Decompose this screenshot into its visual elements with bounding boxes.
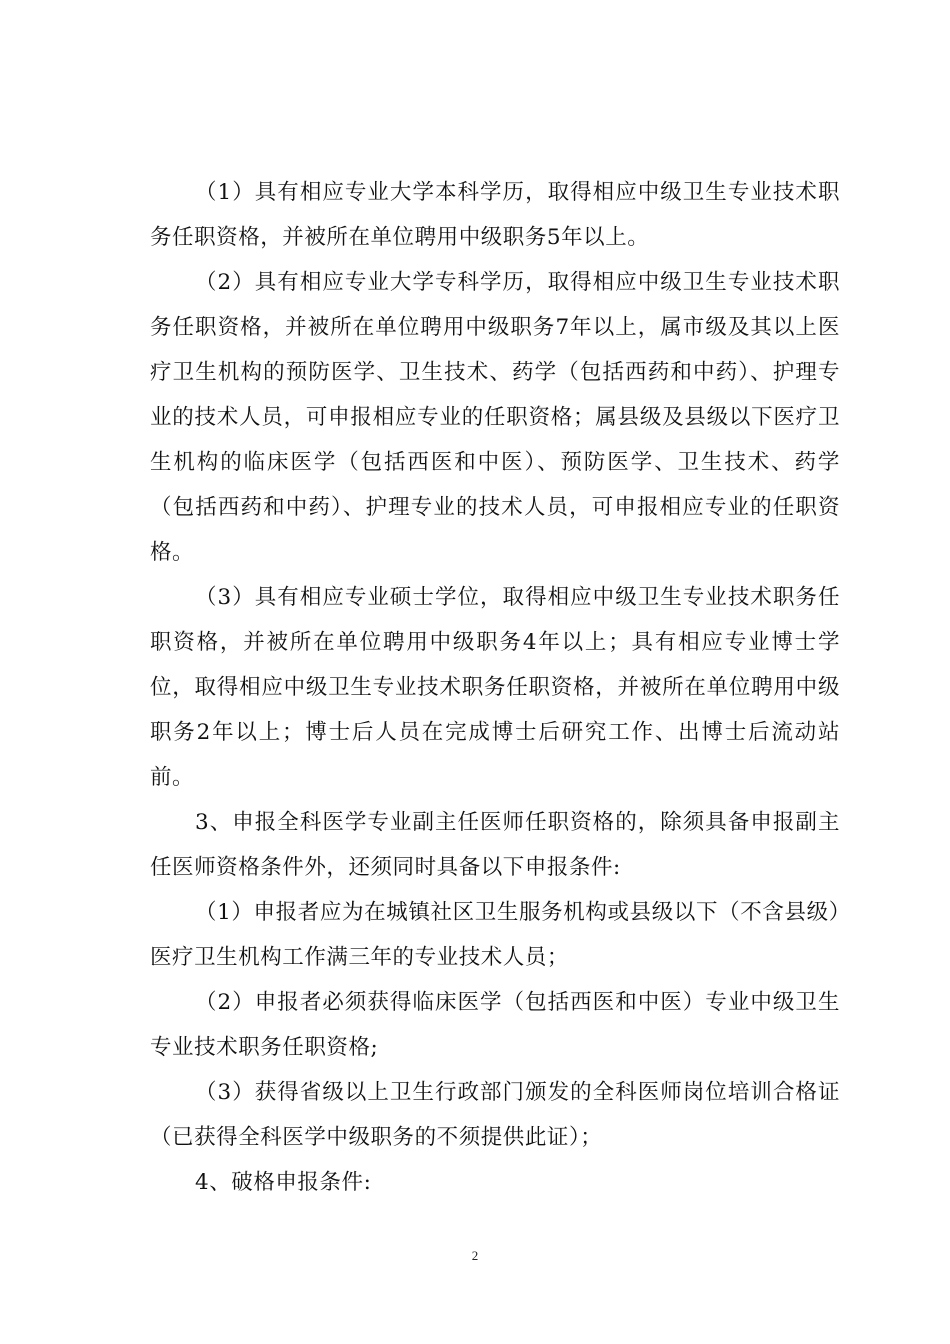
- paragraph-4: 3、申报全科医学专业副主任医师任职资格的，除须具备申报副主任医师资格条件外，还须同时具备以下申报条件:: [150, 810, 840, 880]
- paragraph-1: （1）具有相应专业大学本科学历，取得相应中级卫生专业技术职务任职资格，并被所在单位聘用中级职务5年以上。: [150, 180, 840, 250]
- paragraph-7: （3）获得省级以上卫生行政部门颁发的全科医师岗位培训合格证（已获得全科医学中级职务的不须提供此证）；: [150, 1080, 840, 1150]
- document-body: [150, 170, 840, 1205]
- paragraph-5: （1）申报者应为在城镇社区卫生服务机构或县级以下（不含县级）医疗卫生机构工作满三年的专业技术人员；: [150, 900, 840, 970]
- page-number: 2: [471, 1248, 479, 1263]
- paragraph-3: （3）具有相应专业硕士学位，取得相应中级卫生专业技术职务任职资格，并被所在单位聘用中级职务4年以上；具有相应专业博士学位，取得相应中级卫生专业技术职务任职资格，并被所在单位聘用中级职务2年以上；博士后人员在完成博士后研究工作、出博士后流动站前。: [150, 585, 840, 790]
- paragraph-2: （2）具有相应专业大学专科学历，取得相应中级卫生专业技术职务任职资格，并被所在单位聘用中级职务7年以上，属市级及其以上医疗卫生机构的预防医学、卫生技术、药学（包括西药和中药）、护理专业的技术人员，可申报相应专业的任职资格；属县级及县级以下医疗卫生机构的临床医学（包括西医和中医）、预防医学、卫生技术、药学（包括西药和中药）、护理专业的技术人员，可申报相应专业的任职资格。: [150, 270, 840, 565]
- paragraph-8: 4、破格申报条件:: [195, 1170, 372, 1195]
- paragraph-6: （2）申报者必须获得临床医学（包括西医和中医）专业中级卫生专业技术职务任职资格;: [150, 990, 840, 1060]
